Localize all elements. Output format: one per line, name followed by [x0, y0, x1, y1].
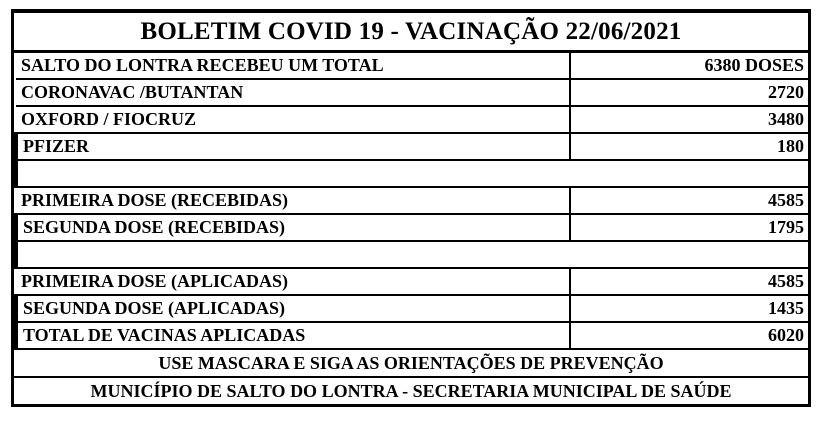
table-row-total-received — [16, 53, 808, 79]
table-row-spacer — [16, 160, 808, 187]
row-label: PRIMEIRA DOSE (APLICADAS) — [16, 268, 570, 295]
row-value: 4585 — [570, 268, 808, 295]
row-label: SEGUNDA DOSE (APLICADAS) — [16, 295, 570, 322]
bulletin-title: BOLETIM COVID 19 - VACINAÇÃO 22/06/2021 — [14, 13, 808, 53]
row-value: 2720 — [570, 79, 808, 106]
row-value: 1795 — [570, 214, 808, 241]
vaccination-table — [14, 53, 808, 350]
table-row-first-dose-received — [16, 187, 808, 214]
row-value: 1435 — [570, 295, 808, 322]
table-row-second-dose-received — [16, 214, 808, 241]
row-label: SEGUNDA DOSE (RECEBIDAS) — [16, 214, 570, 241]
spacer-cell — [16, 160, 808, 187]
spacer-cell — [16, 241, 808, 268]
row-label: TOTAL DE VACINAS APLICADAS — [16, 322, 570, 349]
row-value: 180 — [570, 133, 808, 160]
table-row-total-applied — [16, 322, 808, 349]
table-row-spacer — [16, 241, 808, 268]
row-value: 6380 DOSES — [570, 53, 808, 79]
row-label: PRIMEIRA DOSE (RECEBIDAS) — [16, 187, 570, 214]
row-value: 3480 — [570, 106, 808, 133]
row-value: 6020 — [570, 322, 808, 349]
table-row-coronavac — [16, 79, 808, 106]
prevention-notice: USE MASCARA E SIGA AS ORIENTAÇÕES DE PREVENÇÃO — [14, 350, 808, 378]
row-label: PFIZER — [16, 133, 570, 160]
row-value: 4585 — [570, 187, 808, 214]
row-label: OXFORD / FIOCRUZ — [16, 106, 570, 133]
row-label: SALTO DO LONTRA RECEBEU UM TOTAL — [16, 53, 570, 79]
table-row-pfizer — [16, 133, 808, 160]
row-label: CORONAVAC /BUTANTAN — [16, 79, 570, 106]
table-row-first-dose-applied — [16, 268, 808, 295]
table-row-second-dose-applied — [16, 295, 808, 322]
bulletin-sheet — [11, 9, 811, 407]
municipality-footer: MUNICÍPIO DE SALTO DO LONTRA - SECRETARIA MUNICIPAL DE SAÚDE — [90, 381, 732, 401]
table-row-oxford — [16, 106, 808, 133]
